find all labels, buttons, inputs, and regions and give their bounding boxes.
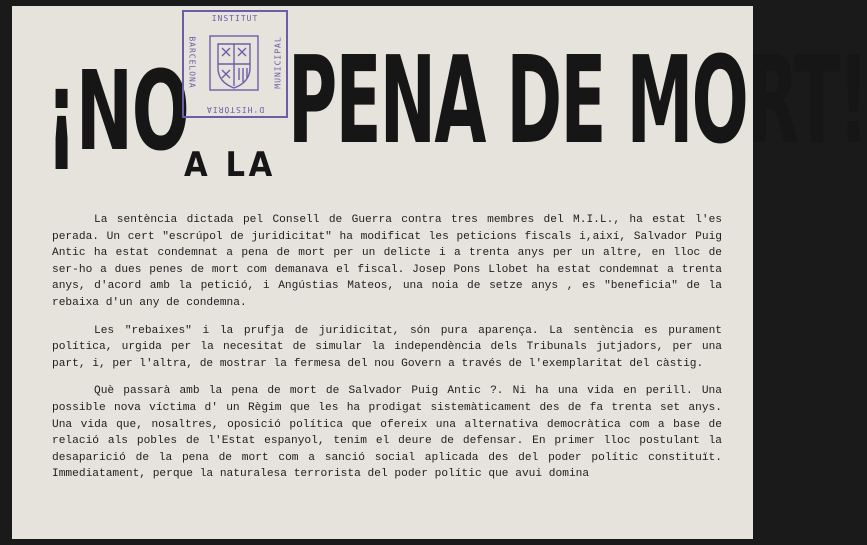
stamp-text-bottom: D'HISTÒRIA: [205, 105, 265, 114]
paragraph-1: La sentència dictada pel Consell de Guerra contra tres membres del M.I.L., ha estat l'es perada. Un cert "escrúpol de juridicitat" ha modificat les peticions fiscals i,així, Salvador Puig Antic ha estat condemnat a pena de mort per un delicte i a trenta anys per un altre, en lloc de ser-ho a dues penes de mort com demanava el fiscal. Josep Pons Llobet ha estat condemnat a trenta anys, d'acord amb la petició, i Angústias Mateos, una noia de setze anys , es "beneficia" de la rebaixa d'un any de condemna.: [52, 214, 722, 309]
stamp-text-right: MUNICIPAL: [273, 36, 283, 89]
paragraph-3: Què passarà amb la pena de mort de Salvador Puig Antic ?. Ni ha una vida en perill. Una possible nova víctima d' un Règim que les ha prodigat sistemàticament des de fa trenta set anys. Una vida que, nosaltres, oposició política que ofereix una alternativa democràtica com a base de relació als pobles de l'Estat espanyol, tenim el deure de defensar. En primer lloc postulant la desaparició de la pena de mort com a sanció social aplicada des del poder polític constituït. Immediatament, perque la naturalesa terrorista del poder polític que avui domina: [52, 385, 722, 481]
headline-no: ¡NO: [46, 47, 189, 175]
headline-a-la: A LA: [184, 145, 276, 185]
headline-pena-de-mort: PENA DE MORT!: [288, 32, 867, 171]
stamp-text-top: INSTITUT: [211, 14, 259, 23]
leaflet-body: [52, 212, 722, 494]
leaflet-page: [12, 6, 867, 539]
stamp-text-left: BARCELONA: [187, 36, 197, 89]
coat-of-arms-icon: [208, 34, 260, 92]
archive-stamp: [182, 10, 288, 118]
paragraph-2: Les "rebaixes" i la prufja de juridicitat, són pura aparença. La sentència es purament política, urgida per la necesitat de simular la independència dels Tribunals jutjadors, per una part, i, per l'altra, de mostrar la fermesa del nou Govern a través de l'exemplaritat del càstig.: [52, 324, 722, 370]
